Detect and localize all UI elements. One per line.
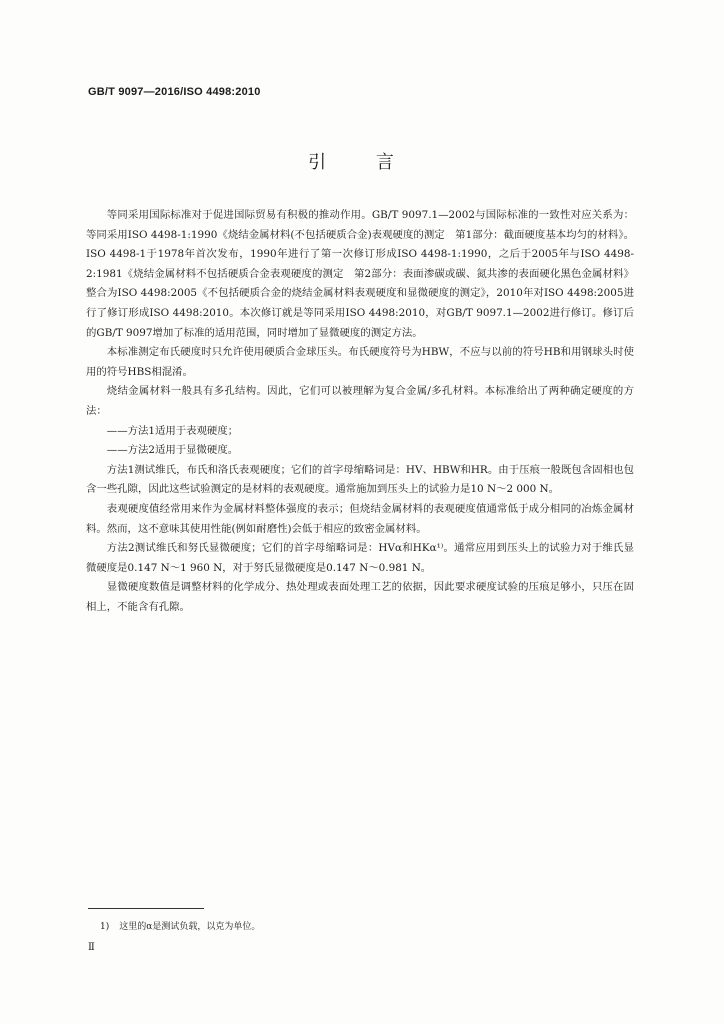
paragraph: 方法2测试维氏和努氏显微硬度；它们的首字母缩略词是：HVα和HKα¹⁾。通常应用到压头上的试验力对于维氏显微硬度是0.147 N～1 960 N，对于努氏显微硬度是0.147 N～0.981 N。 (86, 542, 634, 574)
page-number: Ⅱ (88, 942, 95, 953)
body-text (86, 206, 634, 617)
paragraph: 方法1测试维氏，布氏和洛氏表观硬度；它们的首字母缩略词是：HV、HBW和HR。由于压痕一般既包含固相也包含一些孔隙，因此这些试验测定的是材料的表观硬度。通常施加到压头上的试验力是10 N～2 000 N。 (86, 463, 634, 496)
paragraph: 烧结金属材料一般具有多孔结构。因此，它们可以被理解为复合金属/多孔材料。本标准给出了两种确定硬度的方法： (86, 385, 634, 417)
footnote-mark: 1) (100, 922, 110, 932)
footnote-divider (88, 908, 204, 909)
paragraph: 本标准测定布氏硬度时只允许使用硬质合金球压头。布氏硬度符号为HBW，不应与以前的符号HB和用钢球头时使用的符号HBS相混淆。 (86, 346, 634, 378)
paragraph: 显微硬度数值是调整材料的化学成分、热处理或表面处理工艺的依据，因此要求硬度试验的压痕足够小，只压在固相上，不能含有孔隙。 (86, 581, 634, 613)
page-title: 引 言 (308, 152, 416, 173)
list-item: ——方法1适用于表观硬度； (106, 424, 239, 437)
standard-code: GB/T 9097—2016/ISO 4498:2010 (88, 86, 261, 98)
footnote (100, 920, 260, 934)
paragraph: 等同采用国际标准对于促进国际贸易有积极的推动作用。GB/T 9097.1—2002与国际标准的一致性对应关系为：等同采用ISO 4498-1:1990《烧结金属材料(不包括硬质合金)表观硬度的测定 第1部分：截面硬度基本均匀的材料》。ISO 4498-1于1978年首次发布，1990年进行了第一次修订形成ISO 4498-1:1990，之后于2005年与ISO 4498-2:1981《烧结金属材料不包括硬质合金表观硬度的测定 第2部分：表面渗碳或碳、氮共渗的表面硬化黑色金属材料》整合为ISO 4498:2005《不包括硬质合金的烧结金属材料表观硬度和显微硬度的测定》，2010年对ISO 4498:2005进行了修订形成ISO 4498:2010。本次修订就是等同采用ISO 4498:2010，对GB/T 9097.1—2002进行修订。修订后的GB/T 9097增加了标准的适用范围，同时增加了显微硬度的测定方法。 (86, 209, 634, 339)
list-item: ——方法2适用于显微硬度。 (106, 444, 239, 457)
paragraph: 表观硬度值经常用来作为金属材料整体强度的表示；但烧结金属材料的表观硬度值通常低于成分相同的冶炼金属材料。然而，这不意味其使用性能(例如耐磨性)会低于相应的致密金属材料。 (86, 502, 634, 535)
footnote-text: 这里的α是测试负载，以克为单位。 (119, 922, 261, 932)
